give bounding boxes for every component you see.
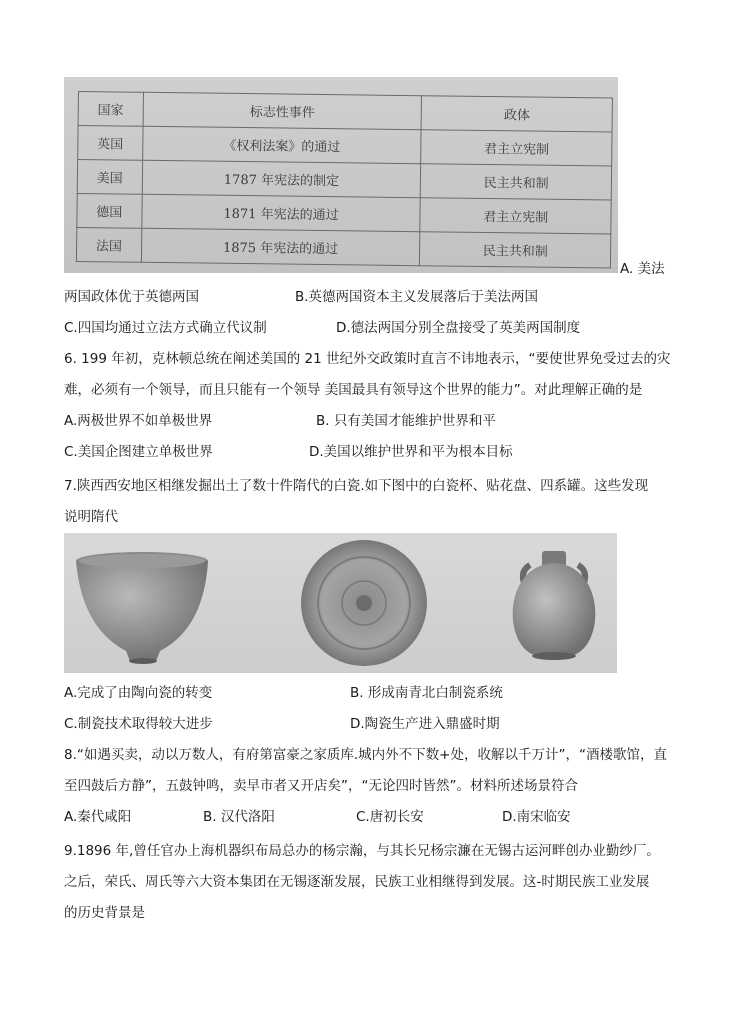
table-cell: 法国	[76, 227, 141, 262]
q5-option-b: B.英德两国资本主义发展落后于美法两国	[295, 289, 539, 305]
table-cell: 英国	[78, 126, 143, 161]
table-cell: 1787 年宪法的制定	[142, 160, 421, 197]
q6-option-a: A.两极世界不如单极世界	[64, 413, 213, 429]
q7-option-c: C.制瓷技术取得较大进步	[64, 716, 213, 732]
table-row	[76, 227, 610, 268]
q9-stem-line2: 之后，荣氏、周氏等六大资本集团在无锡逐渐发展，民族工业相继得到发展。这-时期民族工业发展	[64, 874, 650, 890]
q7-stem-line2: 说明隋代	[64, 509, 118, 525]
table-header-cell: 国家	[78, 92, 143, 127]
q5-option-a-tail: 两国政体优于英德两国	[64, 289, 199, 305]
table-cell: 民主共和制	[420, 232, 611, 268]
q7-option-d: D.陶瓷生产进入鼎盛时期	[350, 716, 500, 732]
table-cell: 1871 年宪法的通过	[141, 194, 420, 231]
q6-option-c: C.美国企图建立单极世界	[64, 444, 213, 460]
q6-option-b: B. 只有美国才能维护世界和平	[316, 413, 496, 429]
q5-option-a-head: A. 美法	[620, 261, 665, 277]
table-cell: 民主共和制	[421, 164, 612, 200]
table-cell: 君主立宪制	[421, 130, 612, 166]
q6-stem-line2: 难，必须有一个领导，而且只能有一个领导 美国最具有领导这个世界的能力”。对此理解正确的是	[64, 382, 643, 398]
table-cell: 美国	[77, 160, 142, 195]
porcelain-cup-icon	[76, 552, 208, 664]
table-photo	[64, 77, 618, 273]
q6-option-d: D.美国以维护世界和平为根本目标	[309, 444, 513, 460]
q8-option-c: C.唐初长安	[356, 809, 424, 825]
q8-option-a: A.秦代咸阳	[64, 809, 132, 825]
table-cell: 1875 年宪法的通过	[141, 228, 420, 265]
q7-option-a: A.完成了由陶向瓷的转变	[64, 685, 213, 701]
q5-option-d: D.德法两国分别全盘接受了英美两国制度	[336, 320, 581, 336]
q7-stem-line1: 7.陕西西安地区相继发掘出土了数十件隋代的白瓷.如下图中的白瓷杯、贴花盘、四系罐。这些发现	[64, 478, 649, 494]
porcelain-plate-icon	[301, 540, 427, 666]
q7-option-b: B. 形成南青北白制瓷系统	[350, 685, 503, 701]
regime-table	[76, 91, 613, 269]
q5-option-c: C.四国均通过立法方式确立代议制	[64, 320, 267, 336]
table-cell: 《权利法案》的通过	[142, 126, 421, 163]
porcelain-illustration	[64, 533, 617, 673]
q8-stem-line2: 至四鼓后方静”，五鼓钟鸣，卖早市者又开店矣”，“无论四时皆然”。材料所述场景符合	[64, 778, 578, 794]
table-header-cell: 标志性事件	[143, 92, 422, 129]
q9-stem-line3: 的历史背景是	[64, 905, 145, 921]
table-cell: 德国	[77, 193, 142, 228]
table-cell: 君主立宪制	[420, 198, 611, 234]
q8-stem-line1: 8.“如遇买卖，动以万数人，有府第富豪之家质库.城内外不下数+处，收解以千万计”，“酒楼歌馆，直	[64, 747, 667, 763]
q8-option-d: D.南宋临安	[502, 809, 571, 825]
q8-option-b: B. 汉代洛阳	[203, 809, 275, 825]
q9-stem-line1: 9.1896 年,曾任官办上海机器织布局总办的杨宗瀚，与其长兄杨宗濂在无锡古运河畔创办业勤纱厂。	[64, 843, 660, 859]
porcelain-photo	[64, 533, 617, 673]
table-header-cell: 政体	[422, 96, 613, 132]
porcelain-jar-icon	[513, 551, 596, 660]
q6-stem-line1: 6. 199 年初，克林顿总统在阐述美国的 21 世纪外交政策时直言不讳地表示，“要使世界免受过去的灾	[64, 351, 671, 367]
